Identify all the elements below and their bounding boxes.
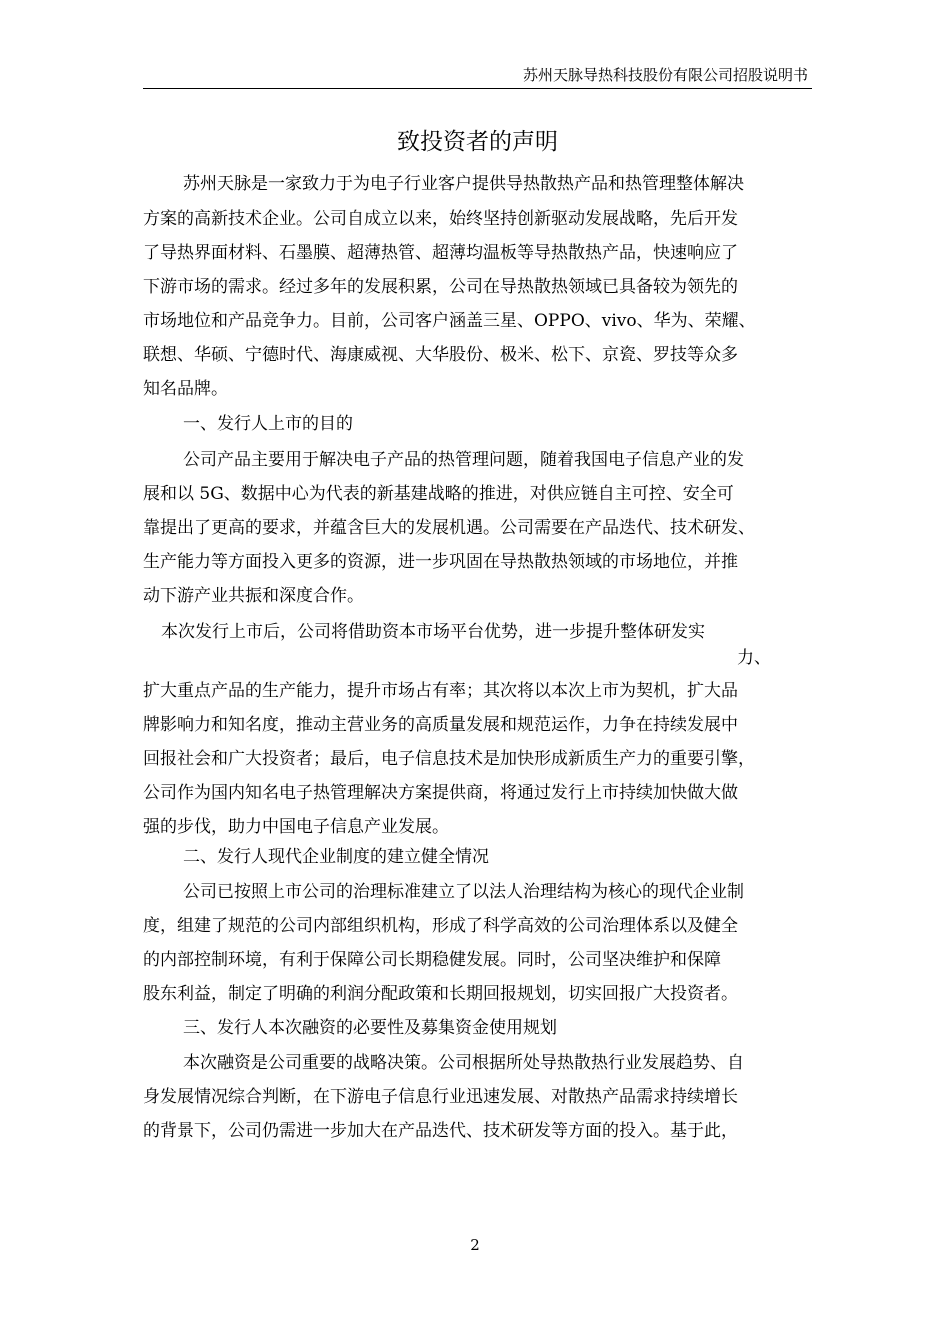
body-line: 强的步伐，助力中国电子信息产业发展。: [143, 817, 449, 837]
section-heading: 二、发行人现代企业制度的建立健全情况: [183, 847, 489, 867]
body-line: 公司作为国内知名电子热管理解决方案提供商，将通过发行上市持续加快做大做: [143, 783, 738, 803]
body-line: 回报社会和广大投资者；最后，电子信息技术是加快形成新质生产力的重要引擎，: [143, 749, 755, 769]
intro-line: 知名品牌。: [143, 379, 228, 399]
body-line: 展和以 5G、数据中心为代表的新基建战略的推进，对供应链自主可控、安全可: [143, 484, 734, 504]
page-header: [143, 62, 812, 89]
intro-line: 市场地位和产品竞争力。目前，公司客户涵盖三星、OPPO、vivo、华为、荣耀、: [143, 311, 756, 331]
header-title: 苏州天脉导热科技股份有限公司招股说明书: [522, 66, 808, 84]
body-line: 动下游产业共振和深度合作。: [143, 586, 364, 606]
body-line: 生产能力等方面投入更多的资源，进一步巩固在导热散热领域的市场地位，并推: [143, 552, 738, 572]
body-line: 公司已按照上市公司的治理标准建立了以法人治理结构为核心的现代企业制: [183, 882, 744, 902]
body-line: 牌影响力和知名度，推动主营业务的高质量发展和规范运作，力争在持续发展中: [143, 715, 738, 735]
intro-line: 了导热界面材料、石墨膜、超薄热管、超薄均温板等导热散热产品，快速响应了: [143, 243, 738, 263]
section-heading: 三、发行人本次融资的必要性及募集资金使用规划: [183, 1018, 557, 1038]
body-line: 的内部控制环境，有利于保障公司长期稳健发展。同时，公司坚决维护和保障: [143, 950, 721, 970]
intro-line: 苏州天脉是一家致力于为电子行业客户提供导热散热产品和热管理整体解决: [183, 174, 744, 194]
page-number: 2: [470, 1236, 480, 1254]
body-line: 靠提出了更高的要求，并蕴含巨大的发展机遇。公司需要在产品迭代、技术研发、: [143, 518, 755, 538]
body-line: 本次融资是公司重要的战略决策。公司根据所处导热散热行业发展趋势、自: [183, 1053, 744, 1073]
body-line: 股东利益，制定了明确的利润分配政策和长期回报规划，切实回报广大投资者。: [143, 984, 738, 1004]
body-line: 力、: [737, 648, 771, 668]
body-line: 本次发行上市后，公司将借助资本市场平台优势，进一步提升整体研发实: [161, 622, 705, 642]
body-line: 身发展情况综合判断，在下游电子信息行业迅速发展、对散热产品需求持续增长: [143, 1087, 738, 1107]
body-line: 公司产品主要用于解决电子产品的热管理问题，随着我国电子信息产业的发: [183, 450, 744, 470]
intro-line: 联想、华硕、宁德时代、海康威视、大华股份、极米、松下、京瓷、罗技等众多: [143, 345, 738, 365]
intro-line: 方案的高新技术企业。公司自成立以来，始终坚持创新驱动发展战略，先后开发: [143, 209, 738, 229]
body-line: 度，组建了规范的公司内部组织机构，形成了科学高效的公司治理体系以及健全: [143, 916, 738, 936]
body-line: 的背景下，公司仍需进一步加大在产品迭代、技术研发等方面的投入。基于此，: [143, 1121, 738, 1141]
body-line: 扩大重点产品的生产能力，提升市场占有率；其次将以本次上市为契机，扩大品: [143, 681, 738, 701]
page-title: 致投资者的声明: [397, 129, 558, 155]
intro-line: 下游市场的需求。经过多年的发展积累，公司在导热散热领域已具备较为领先的: [143, 277, 738, 297]
section-heading: 一、发行人上市的目的: [183, 414, 353, 434]
